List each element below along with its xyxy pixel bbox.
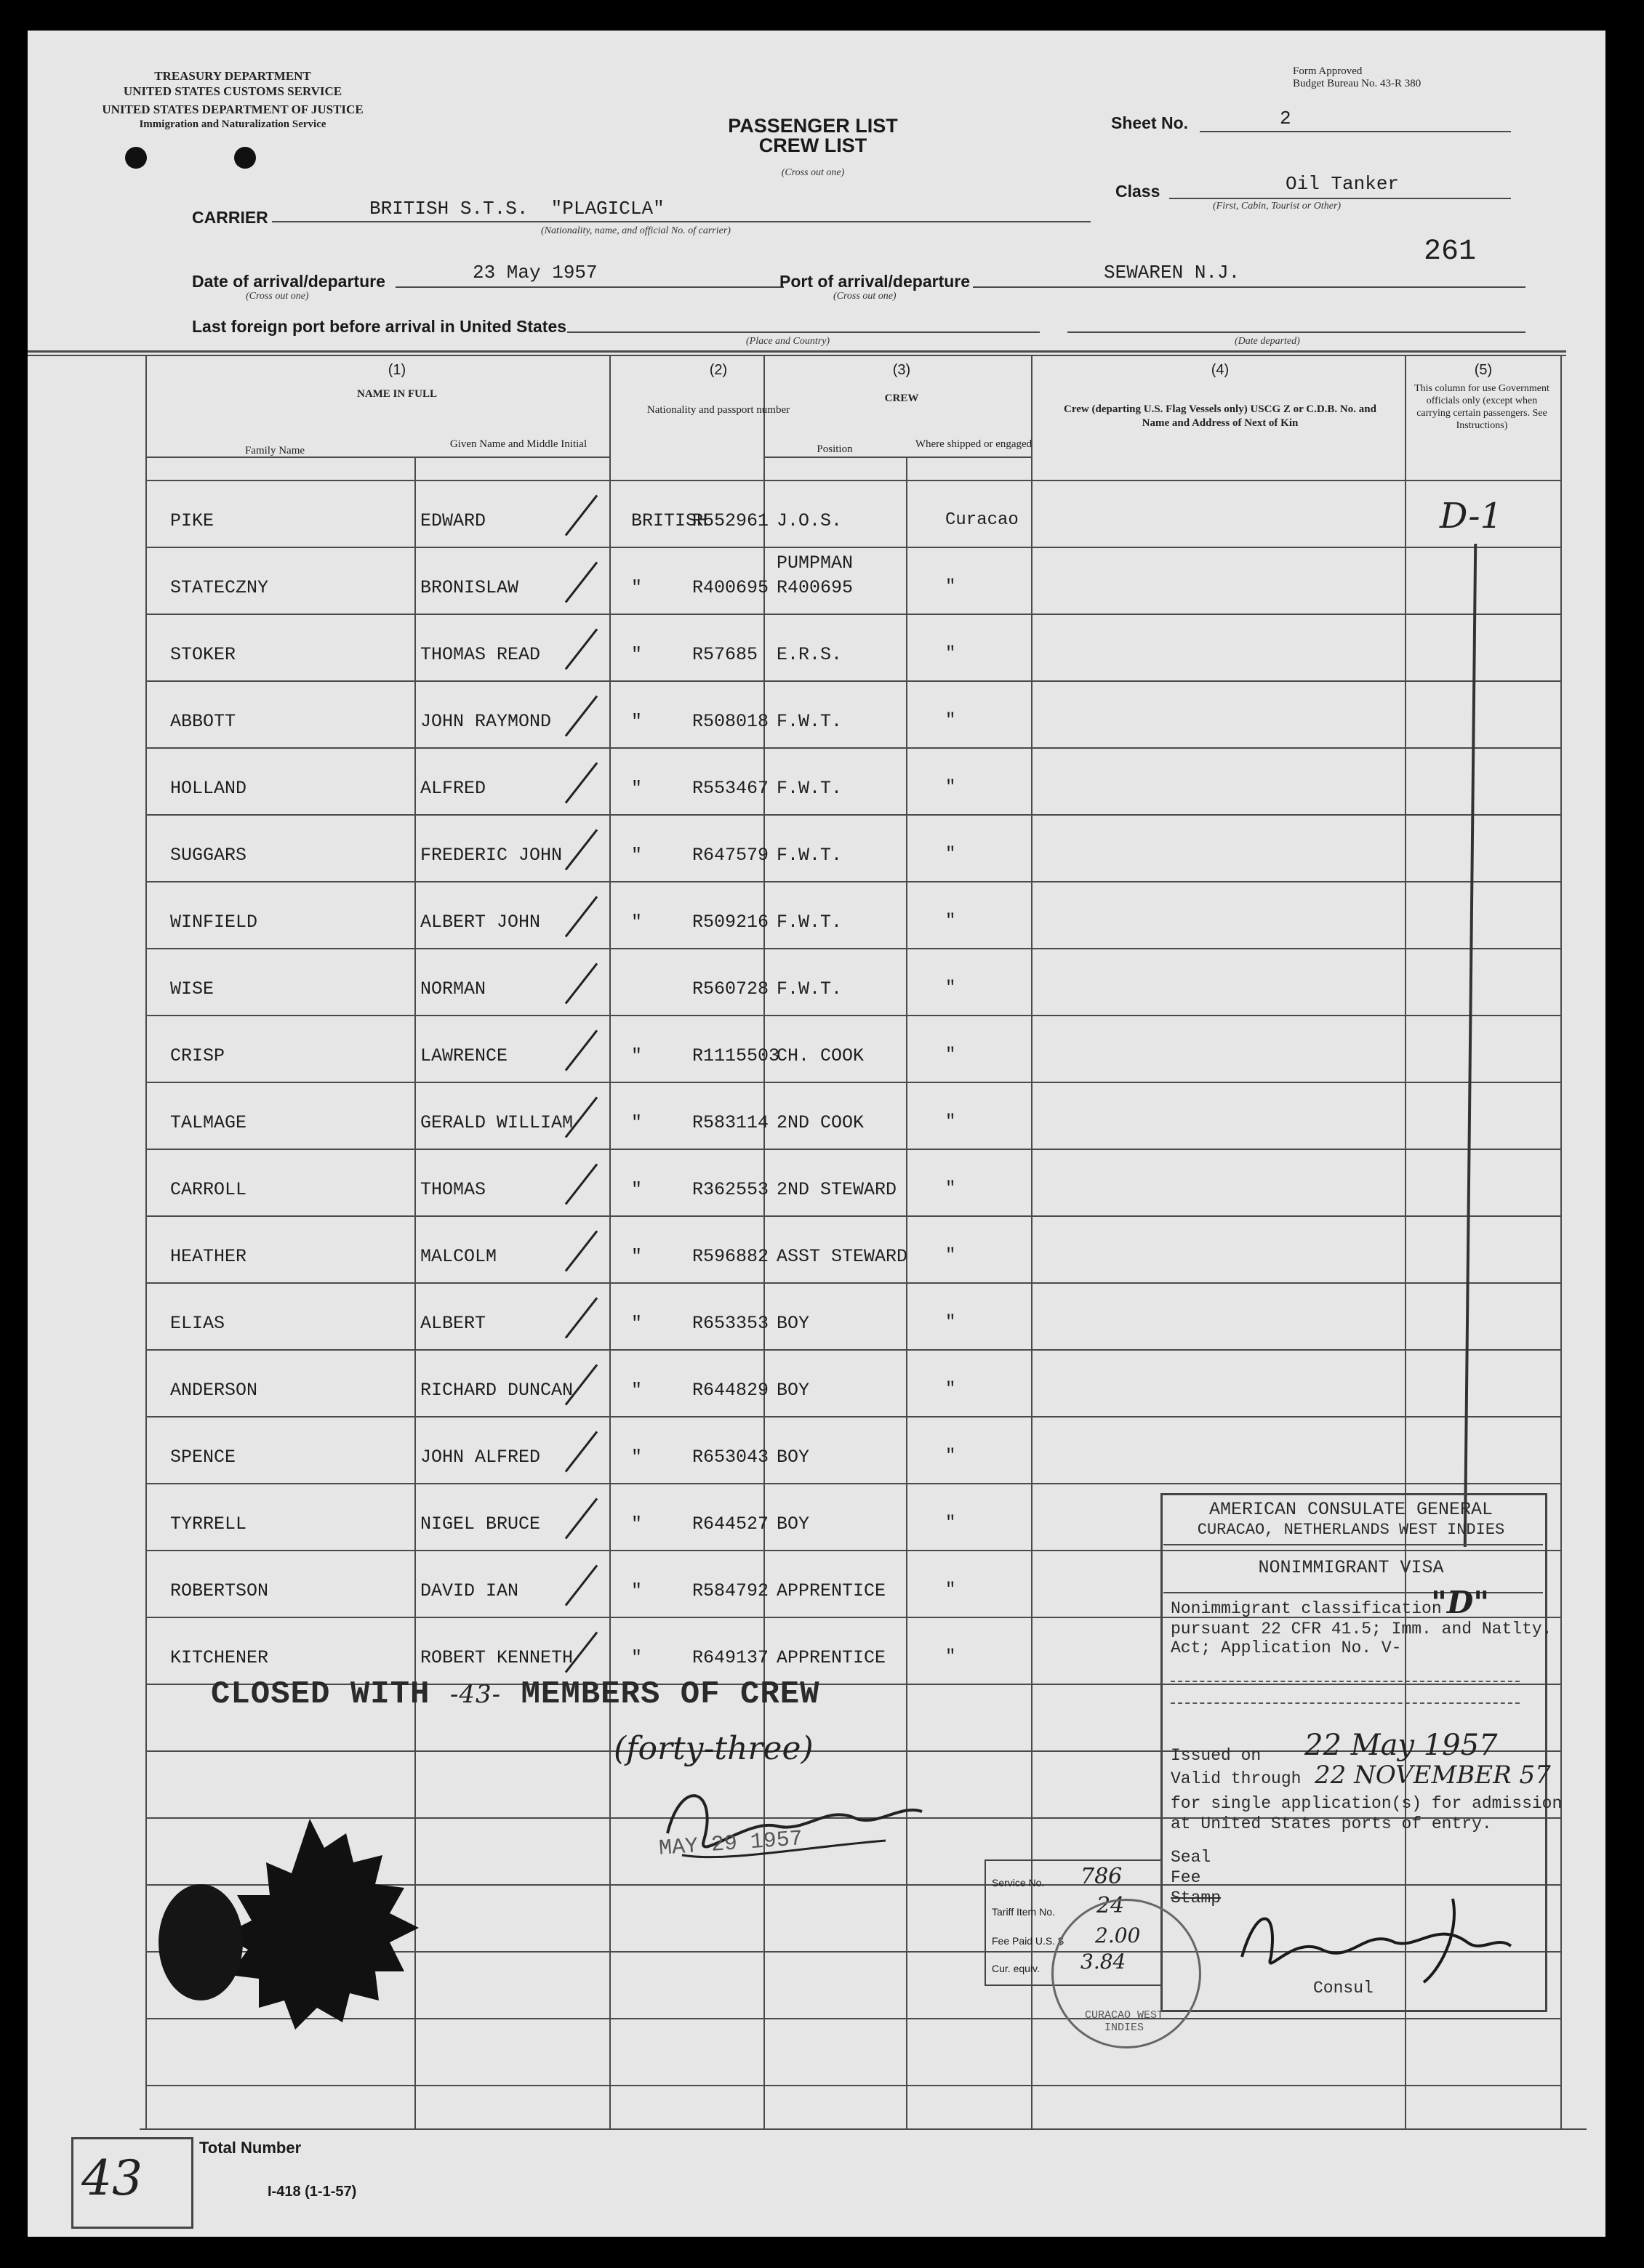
header-rule-2 [28, 355, 1566, 356]
cell-passport: R583114 [692, 1112, 769, 1133]
col2-title: Nationality and passport number [646, 404, 790, 416]
cell-shipped: " [945, 978, 956, 998]
cell-family: CRISP [170, 1045, 225, 1066]
consulate-classification: Nonimmigrant classification [1171, 1599, 1442, 1618]
cell-passport: R57685 [692, 644, 758, 665]
grid-row-line [145, 1082, 1562, 1083]
service-label: Service No. [992, 1877, 1045, 1889]
cell-family: ABBOTT [170, 711, 236, 732]
cell-family: SPENCE [170, 1447, 236, 1468]
port-line [973, 286, 1525, 288]
cell-passport: R653043 [692, 1447, 769, 1468]
cell-nat: " [631, 778, 643, 799]
cell-given: RICHARD DUNCAN [420, 1380, 574, 1401]
date-label: Date of arrival/departure [192, 272, 385, 291]
cell-passport: R509216 [692, 912, 769, 933]
cell-position: ASST STEWARD [777, 1246, 908, 1267]
grid-row-line [145, 614, 1562, 615]
cell-nat: " [631, 1580, 643, 1601]
cell-family: TALMAGE [170, 1112, 247, 1133]
consulate-visa: NONIMMIGRANT VISA [1258, 1557, 1444, 1578]
cell-position: F.W.T. [777, 912, 843, 933]
cell-shipped: " [945, 577, 956, 597]
cell-passport: R653353 [692, 1313, 769, 1334]
cell-family: ELIAS [170, 1313, 225, 1334]
cell-shipped: " [945, 1112, 956, 1132]
col-family-title: Family Name [244, 445, 305, 457]
cell-family: KITCHENER [170, 1647, 269, 1668]
consulate-valid-label: Valid through [1171, 1769, 1302, 1788]
cell-shipped: " [945, 1647, 956, 1667]
grid-row-line [145, 1282, 1562, 1284]
consulate-rule [1163, 1544, 1543, 1545]
last-port-place-note: (Place and Country) [746, 336, 830, 347]
cell-family: SUGGARS [170, 845, 247, 866]
grid-row-line [145, 881, 1562, 882]
consulate-issued-value: 22 May 1957 [1304, 1729, 1498, 1762]
seal-text: CURACAO WEST INDIES [1084, 2009, 1164, 2034]
fee-value: 2.00 [1095, 1923, 1141, 1947]
class-note: (First, Cabin, Tourist or Other) [1213, 201, 1342, 212]
cell-nat: " [631, 1513, 643, 1535]
punch-hole [125, 147, 147, 169]
col1-number: (1) [388, 362, 406, 378]
consulate-line2: CURACAO, NETHERLANDS WEST INDIES [1197, 1521, 1505, 1539]
grid-subheader-line [763, 457, 1031, 458]
consulate-class-value: "D" [1431, 1585, 1490, 1620]
cur-label: Cur. equiv. [992, 1963, 1040, 1974]
port-label: Port of arrival/departure [779, 272, 971, 291]
col5-title: This column for use Government officials only (except when carrying certain passengers. See Instructions) [1414, 383, 1549, 431]
cell-nat: " [631, 644, 643, 665]
cell-shipped: " [945, 1246, 956, 1266]
cell-given: JOHN RAYMOND [420, 711, 552, 732]
cell-family: HOLLAND [170, 778, 247, 799]
check-mark [565, 695, 598, 736]
cell-nat: " [631, 711, 643, 732]
cell-passport: R1115503 [692, 1045, 780, 1066]
check-mark [565, 1564, 598, 1606]
cell-shipped: " [945, 644, 956, 664]
agency-customs: UNITED STATES CUSTOMS SERVICE [123, 84, 342, 98]
sheet-label: Sheet No. [1111, 113, 1189, 132]
cell-shipped: " [945, 1580, 956, 1600]
col-position-title: Position [817, 443, 853, 455]
carrier-line [272, 221, 1091, 222]
grid-row-line [145, 1416, 1562, 1418]
cell-passport: R647579 [692, 845, 769, 866]
grid-row-line [145, 1349, 1562, 1351]
cell-family: ROBERTSON [170, 1580, 269, 1601]
cell-nat: " [631, 1112, 643, 1133]
cell-nat: BRITISH [631, 510, 708, 531]
tariff-label: Tariff Item No. [992, 1906, 1055, 1918]
form-approved [1293, 65, 1421, 90]
cell-shipped: " [945, 778, 956, 797]
cell-family: CARROLL [170, 1179, 247, 1200]
cell-position: APPRENTICE [777, 1580, 886, 1601]
punch-hole [234, 147, 256, 169]
agency-ins: Immigration and Naturalization Service [139, 118, 326, 130]
cell-position: E.R.S. [777, 644, 843, 665]
cur-value: 3.84 [1080, 1950, 1126, 1974]
cell-position: BOY [777, 1447, 810, 1468]
date-value: 23 May 1957 [473, 262, 598, 284]
cell-nat: " [631, 845, 643, 866]
cell-passport: R649137 [692, 1647, 769, 1668]
title-crew: CREW LIST [758, 134, 867, 156]
check-mark [565, 1297, 598, 1338]
sheet-line [1200, 131, 1511, 132]
closed-count: -43- [449, 1680, 502, 1709]
check-mark [565, 1163, 598, 1205]
grid-row-line [145, 1215, 1562, 1217]
col3-title: CREW [884, 393, 919, 404]
class-line [1169, 198, 1511, 199]
cell-family: STOKER [170, 644, 236, 665]
grid-row-line [145, 480, 1562, 481]
grid-row-line [145, 1483, 1562, 1484]
col5-bracket-line [1464, 544, 1477, 1547]
title-note: (Cross out one) [781, 167, 845, 178]
cell-position: APPRENTICE [777, 1647, 886, 1668]
col-shipped-title: Where shipped or engaged [915, 438, 1032, 450]
cell-passport: R400695 [692, 577, 769, 598]
grid-row-line [145, 747, 1562, 749]
cell-given: ROBERT KENNETH [420, 1647, 574, 1668]
date-line [396, 286, 784, 288]
cell-shipped: " [945, 912, 956, 931]
tariff-value: 24 [1096, 1893, 1125, 1918]
cell-passport: R596882 [692, 1246, 769, 1267]
grid-row-line [145, 680, 1562, 682]
cell-nat: " [631, 912, 643, 933]
cell-shipped: " [945, 845, 956, 864]
cell-shipped: " [945, 1380, 956, 1399]
cell-nat: " [631, 1246, 643, 1267]
cell-shipped: " [945, 1313, 956, 1332]
cell-nat: " [631, 1045, 643, 1066]
consulate-fee: Fee [1171, 1868, 1201, 1887]
agency-block-2 [44, 102, 422, 132]
cell-shipped: Curacao [945, 510, 1019, 530]
cell-nat: " [631, 1380, 643, 1401]
consulate-for-single: for single application(s) for admission [1171, 1794, 1563, 1813]
col5-number: (5) [1474, 362, 1493, 378]
check-mark [565, 1431, 598, 1472]
title-passenger: PASSENGER LIST [728, 115, 898, 137]
form-sheet [28, 31, 1605, 2237]
cell-shipped: " [945, 1179, 956, 1199]
cell-shipped: " [945, 1447, 956, 1466]
cell-passport: R552961 [692, 510, 769, 531]
class-value: Oil Tanker [1286, 173, 1400, 195]
last-port-label: Last foreign port before arrival in United States [192, 317, 567, 336]
wax-seal [150, 1804, 470, 2044]
received-date: MAY 29 1957 [658, 1827, 803, 1862]
cell-shipped: " [945, 711, 956, 731]
grid-row-line [145, 1149, 1562, 1150]
cell-position: BOY [777, 1380, 810, 1401]
grid-vline [1560, 356, 1562, 2128]
cell-given: ALBERT [420, 1313, 486, 1334]
col4-number: (4) [1211, 362, 1230, 378]
cell-given: FREDERIC JOHN [420, 845, 563, 866]
col2-number: (2) [709, 362, 728, 378]
form-approved-line1: Form Approved [1293, 65, 1363, 77]
form-title [682, 116, 944, 156]
grid-row-line [145, 948, 1562, 949]
cell-given: GERALD WILLIAM [420, 1112, 574, 1133]
cell-given: BRONISLAW [420, 577, 519, 598]
check-mark [565, 762, 598, 803]
col-given-title: Given Name and Middle Initial [449, 438, 588, 450]
header-rule [28, 350, 1566, 353]
consul-signature [1220, 1891, 1525, 1986]
check-mark [565, 1029, 598, 1071]
carrier-note: (Nationality, name, and official No. of carrier) [541, 225, 731, 236]
cell-passport: R362553 [692, 1179, 769, 1200]
cell-nat: " [631, 577, 643, 598]
cell-nat: " [631, 1647, 643, 1668]
cell-given: THOMAS READ [420, 644, 541, 665]
cell-position: 2ND COOK [777, 1112, 865, 1133]
grid-row-line [145, 2085, 1562, 2086]
cell-family: STATECZNY [170, 577, 269, 598]
cell-nat: " [631, 1179, 643, 1200]
grid-row-line [145, 1015, 1562, 1016]
consulate-ports: at United States ports of entry. [1171, 1814, 1492, 1833]
cell-position: 2ND STEWARD [777, 1179, 897, 1200]
cell-nat: " [631, 1447, 643, 1468]
check-mark [565, 962, 598, 1004]
consulate-stamp-label: Stamp [1171, 1889, 1222, 1907]
cell-family: HEATHER [170, 1246, 247, 1267]
cell-position: F.W.T. [777, 778, 843, 799]
cell-given: LAWRENCE [420, 1045, 508, 1066]
grid-row-line [145, 547, 1562, 548]
cell-passport: R644829 [692, 1380, 769, 1401]
cell-family: WINFIELD [170, 912, 258, 933]
consulate-pursuant: pursuant 22 CFR 41.5; Imm. and Natlty. [1171, 1620, 1552, 1638]
agency-justice: UNITED STATES DEPARTMENT OF JUSTICE [102, 102, 364, 116]
cell-family: PIKE [170, 510, 214, 531]
grid-row-line [145, 814, 1562, 816]
cell-given: DAVID IAN [420, 1580, 519, 1601]
cell-position: J.O.S. [777, 510, 843, 531]
cell-given: THOMAS [420, 1179, 486, 1200]
cell-given: NORMAN [420, 978, 486, 1000]
last-port-date-line [1067, 331, 1525, 333]
cell-passport: R553467 [692, 778, 769, 799]
cell-position: F.W.T. [777, 978, 843, 1000]
agency-treasury: TREASURY DEPARTMENT [154, 69, 311, 83]
cell-position: BOY [777, 1513, 810, 1535]
cell-position: F.W.T. [777, 711, 843, 732]
consulate-seal: Seal [1171, 1848, 1211, 1867]
cell-position: CH. COOK [777, 1045, 865, 1066]
consulate-issued-label: Issued on [1171, 1746, 1262, 1765]
cell-given: NIGEL BRUCE [420, 1513, 541, 1535]
check-mark [565, 829, 598, 870]
consulate-blank [1171, 1681, 1520, 1683]
total-label: Total Number [199, 2139, 302, 2157]
sheet-value: 2 [1280, 108, 1291, 129]
cell-passport: R560728 [692, 978, 769, 1000]
consulate-consul: Consul [1313, 1979, 1374, 1998]
consulate-line1: AMERICAN CONSULATE GENERAL [1208, 1499, 1493, 1520]
cell-given: ALBERT JOHN [420, 912, 541, 933]
footer-rule [140, 2128, 1587, 2130]
check-mark [565, 896, 598, 937]
cell-position: PUMPMAN R400695 [777, 552, 854, 598]
port-value: SEWAREN N.J. [1104, 262, 1240, 284]
agency-block [80, 68, 385, 99]
closed-suffix: MEMBERS OF CREW [521, 1676, 820, 1713]
consulate-act: Act; Application No. V- [1171, 1638, 1402, 1657]
total-value: 43 [81, 2150, 143, 2206]
last-port-line [567, 331, 1040, 333]
cell-passport: R584792 [692, 1580, 769, 1601]
cell-given: EDWARD [420, 510, 486, 531]
form-approved-line2: Budget Bureau No. 43-R 380 [1293, 78, 1422, 89]
cell-passport: R508018 [692, 711, 769, 732]
col4-title: Crew (departing U.S. Flag Vessels only) USCG Z or C.D.B. No. and Name and Address of Next of Kin [1064, 403, 1376, 429]
col3-number: (3) [892, 362, 911, 378]
closed-stamp [211, 1676, 820, 1713]
cell-given: JOHN ALFRED [420, 1447, 541, 1468]
cell-position: BOY [777, 1313, 810, 1334]
cell-position: F.W.T. [777, 845, 843, 866]
page-number: 261 [1424, 236, 1477, 268]
cell-family: TYRRELL [170, 1513, 247, 1535]
form-id: I-418 (1-1-57) [268, 2184, 357, 2200]
consulate-blank [1171, 1702, 1520, 1705]
service-value: 786 [1080, 1864, 1123, 1889]
cell-shipped: " [945, 1045, 956, 1065]
cell-given: ALFRED [420, 778, 486, 799]
grid-vline [609, 356, 611, 2128]
cell-passport: R644527 [692, 1513, 769, 1535]
cell-family: ANDERSON [170, 1380, 258, 1401]
cell-given: MALCOLM [420, 1246, 497, 1267]
last-port-date-note: (Date departed) [1235, 336, 1300, 347]
col1-title: NAME IN FULL [356, 388, 437, 400]
class-label: Class [1115, 182, 1160, 201]
check-mark [565, 1497, 598, 1539]
carrier-label: CARRIER [192, 208, 268, 227]
check-mark [565, 628, 598, 669]
fee-label: Fee Paid U.S. $ [992, 1935, 1064, 1947]
port-note: (Cross out one) [833, 291, 897, 302]
consulate-valid-value: 22 NOVEMBER 57 [1315, 1761, 1551, 1790]
check-mark [565, 1230, 598, 1271]
grid-vline [906, 457, 907, 2128]
cell-family: WISE [170, 978, 214, 1000]
cell-shipped: " [945, 1513, 956, 1533]
cell-nat: " [631, 1313, 643, 1334]
closed-prefix: CLOSED WITH [211, 1676, 430, 1713]
forty-three-note: (forty-three) [614, 1730, 814, 1767]
col5-mark: D-1 [1440, 496, 1503, 536]
carrier-value: BRITISH S.T.S. "PLAGICLA" [369, 198, 665, 220]
grid-vline [145, 356, 147, 2128]
check-mark [565, 561, 598, 603]
check-mark [565, 494, 598, 536]
date-note: (Cross out one) [246, 291, 309, 302]
